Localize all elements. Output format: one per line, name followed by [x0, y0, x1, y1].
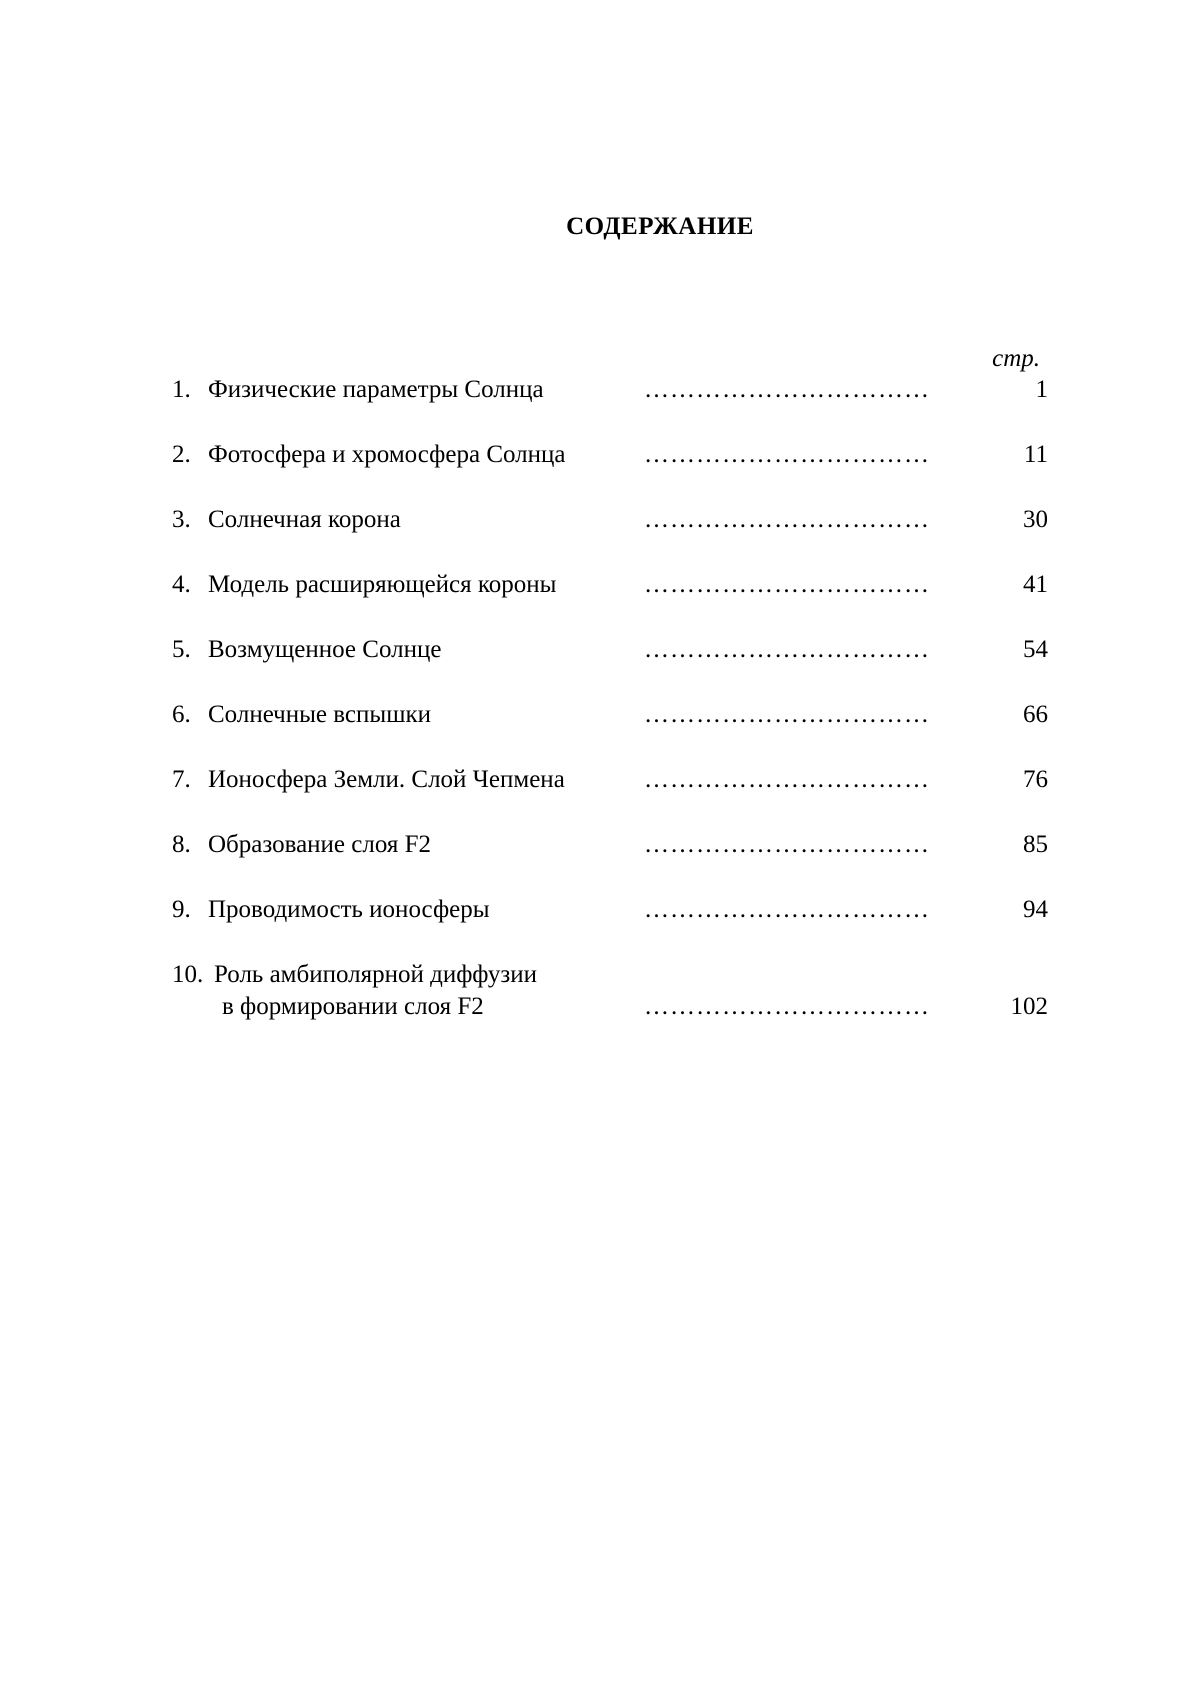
toc-leader-dots: ……………………………	[644, 766, 930, 793]
toc-entry-page: 54	[1023, 636, 1048, 663]
toc-entry-title: Проводимость ионосферы	[208, 896, 490, 923]
toc-entry-page: 30	[1023, 506, 1048, 533]
toc-entry-number: 8.	[172, 831, 191, 858]
toc-entry-title: Возмущенное Солнце	[208, 636, 442, 663]
toc-entry-page: 85	[1023, 831, 1048, 858]
toc-entry[interactable]	[0, 960, 1200, 1025]
toc-entry-number: 3.	[172, 506, 191, 533]
toc-entry-page: 41	[1023, 571, 1048, 598]
toc-entry-number: 6.	[172, 701, 191, 728]
toc-entry-title: Образование слоя F2	[208, 831, 432, 858]
toc-entry-number: 10.	[172, 961, 204, 988]
toc-entry-title: Физические параметры Солнца	[208, 376, 544, 403]
toc-leader-dots: ……………………………	[644, 993, 930, 1020]
toc-entry-number: 2.	[172, 441, 191, 468]
toc-leader-dots: ……………………………	[644, 506, 930, 533]
toc-entry-page: 11	[1023, 441, 1048, 468]
toc-entry-title: Ионосфера Земли. Слой Чепмена	[208, 766, 565, 793]
toc-entry-page: 1	[1035, 376, 1048, 403]
toc-entry-title: Фотосфера и хромосфера Солнца	[208, 441, 566, 468]
toc-entry-title: Роль амбиполярной диффузии	[214, 961, 537, 988]
toc-leader-dots: ……………………………	[644, 376, 930, 403]
toc-entry-number: 9.	[172, 896, 191, 923]
page-title: СОДЕРЖАНИЕ	[566, 213, 754, 240]
toc-leader-dots: ……………………………	[644, 896, 930, 923]
toc-entry-title: Солнечные вспышки	[208, 701, 431, 728]
toc-entry-page: 102	[1010, 993, 1048, 1020]
page-column-label: стр.	[992, 345, 1040, 372]
toc-entry-title-continued: в формировании слоя F2	[222, 993, 484, 1020]
toc-entry-page: 66	[1023, 701, 1048, 728]
toc-entry-number: 5.	[172, 636, 191, 663]
toc-entry-title: Модель расширяющейся короны	[208, 571, 557, 598]
toc-leader-dots: ……………………………	[644, 636, 930, 663]
toc-entry-title: Солнечная корона	[208, 506, 401, 533]
toc-leader-dots: ……………………………	[644, 701, 930, 728]
toc-entry-page: 94	[1023, 896, 1048, 923]
toc-entry-number: 1.	[172, 376, 191, 403]
toc-leader-dots: ……………………………	[644, 831, 930, 858]
toc-entry-page: 76	[1023, 766, 1048, 793]
toc-entry-number: 7.	[172, 766, 191, 793]
toc-leader-dots: ……………………………	[644, 441, 930, 468]
toc-leader-dots: ……………………………	[644, 571, 930, 598]
toc-entry-number: 4.	[172, 571, 191, 598]
